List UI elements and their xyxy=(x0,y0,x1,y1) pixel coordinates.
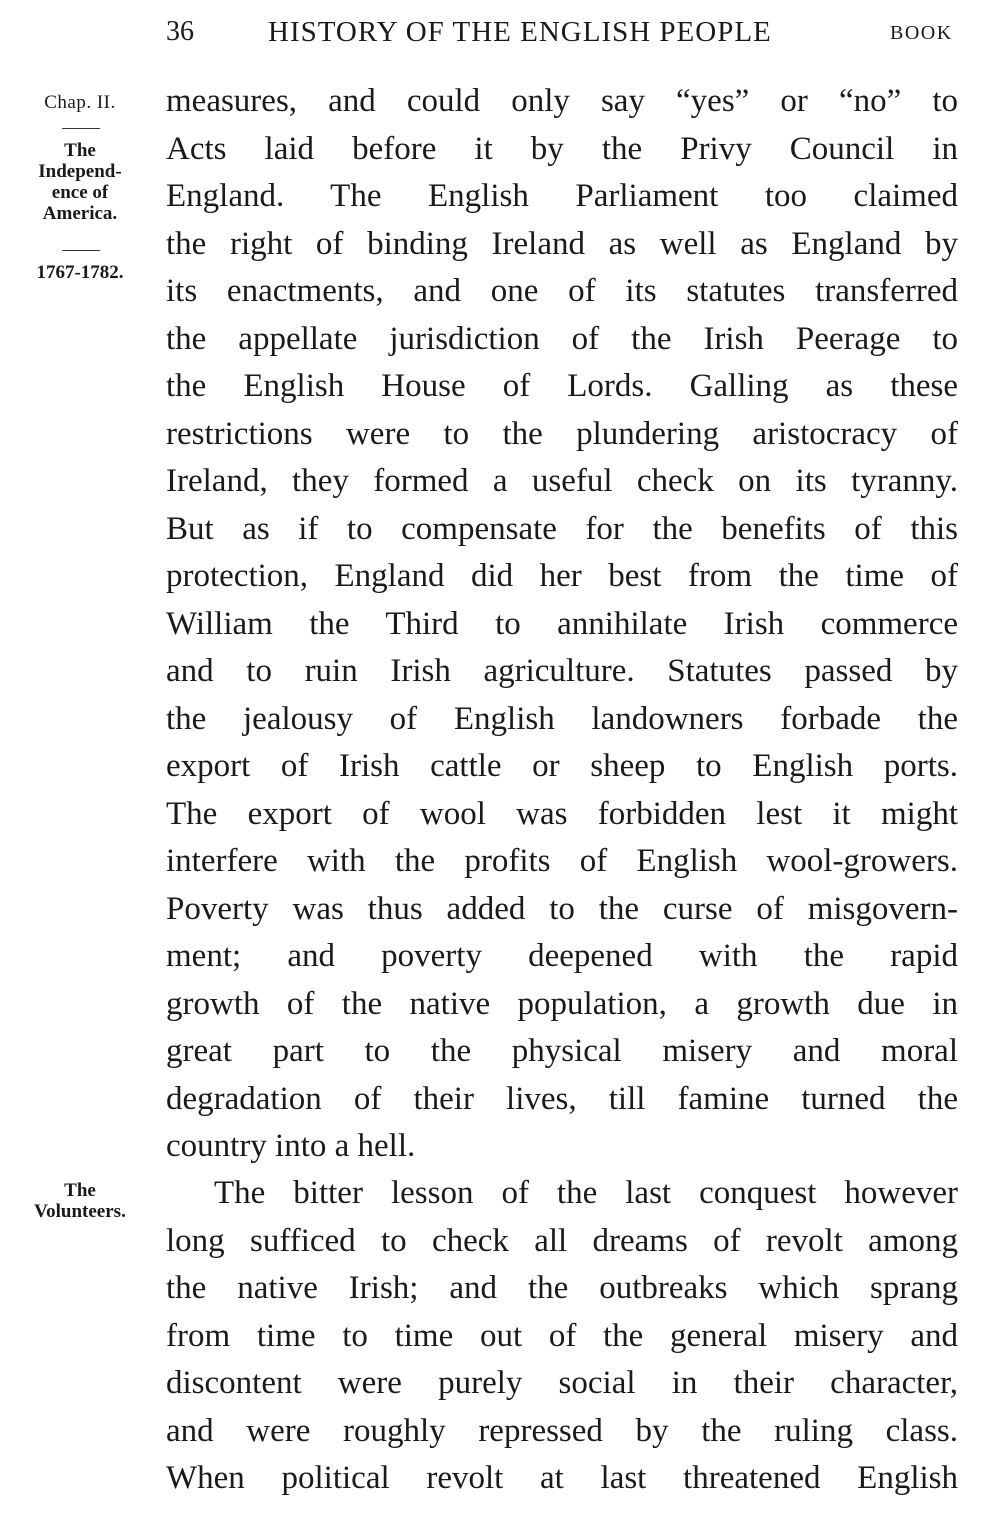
text-line: great part to the physical misery and moral xyxy=(166,1033,958,1069)
text-line: and to ruin Irish agriculture. Statutes passed by xyxy=(166,653,958,689)
book-label: BOOK xyxy=(890,22,953,44)
paragraph-1 xyxy=(166,78,958,1171)
text-line: restrictions were to the plundering aristocracy of xyxy=(166,415,958,452)
text-line: Ireland, they formed a useful check on its tyranny. xyxy=(166,463,958,499)
margin-section-title-line: America. xyxy=(42,203,118,224)
margin-dates: 1767-1782. xyxy=(36,262,124,283)
text-line: protection, England did her best from the time of xyxy=(166,558,958,594)
paragraph-2 xyxy=(166,1170,958,1503)
text-line: long sufficed to check all dreams of revolt among xyxy=(166,1222,958,1259)
page-number: 36 xyxy=(166,16,194,47)
text-line: Acts laid before it by the Privy Council in xyxy=(166,130,958,167)
margin-note-volunteers xyxy=(0,1180,160,1222)
text-line: England. The English Parliament too claimed xyxy=(166,178,958,214)
text-line: country into a hell. xyxy=(166,1128,416,1164)
margin-section-title-line: ence of xyxy=(51,182,109,203)
text-line: interfere with the profits of English wool-growers. xyxy=(166,843,958,879)
text-line: and were roughly repressed by the ruling class. xyxy=(166,1412,958,1449)
text-line: But as if to compensate for the benefits of this xyxy=(166,510,958,547)
text-line: The export of wool was forbidden lest it might xyxy=(166,795,958,832)
running-title: HISTORY OF THE ENGLISH PEOPLE xyxy=(268,16,772,48)
text-line: the appellate jurisdiction of the Irish Peerage to xyxy=(166,320,958,357)
text-line: ment; and poverty deepened with the rapid xyxy=(166,938,958,974)
margin-section-title xyxy=(0,140,160,224)
text-line: the English House of Lords. Galling as these xyxy=(166,368,958,404)
text-line: measures, and could only say “yes” or “no” to xyxy=(166,83,958,119)
text-line: its enactments, and one of its statutes transferred xyxy=(166,273,958,309)
text-line: from time to time out of the general misery and xyxy=(166,1317,958,1354)
text-line: growth of the native population, a growth due in xyxy=(166,985,958,1022)
text-line: The bitter lesson of the last conquest however xyxy=(214,1175,958,1211)
margin-rule xyxy=(62,128,100,129)
margin-section-title-line: The xyxy=(64,140,96,161)
text-line: degradation of their lives, till famine turned the xyxy=(166,1080,958,1117)
margin-note-line: Volunteers. xyxy=(34,1201,126,1222)
margin-chapter-label: Chap. II. xyxy=(44,92,116,113)
text-line: When political revolt at last threatened English xyxy=(166,1460,958,1496)
margin-section-title-line: Independ- xyxy=(38,161,122,182)
text-line: the native Irish; and the outbreaks which sprang xyxy=(166,1270,958,1306)
text-line: discontent were purely social in their character, xyxy=(166,1365,958,1401)
margin-rule xyxy=(62,250,100,251)
text-line: export of Irish cattle or sheep to English ports. xyxy=(166,748,958,784)
text-line: the jealousy of English landowners forbade the xyxy=(166,700,958,737)
text-line: the right of binding Ireland as well as England by xyxy=(166,225,958,262)
text-line: William the Third to annihilate Irish commerce xyxy=(166,605,958,642)
text-line: Poverty was thus added to the curse of misgovern- xyxy=(166,890,958,927)
margin-note-line: The xyxy=(64,1180,96,1201)
page-header xyxy=(0,10,1000,50)
